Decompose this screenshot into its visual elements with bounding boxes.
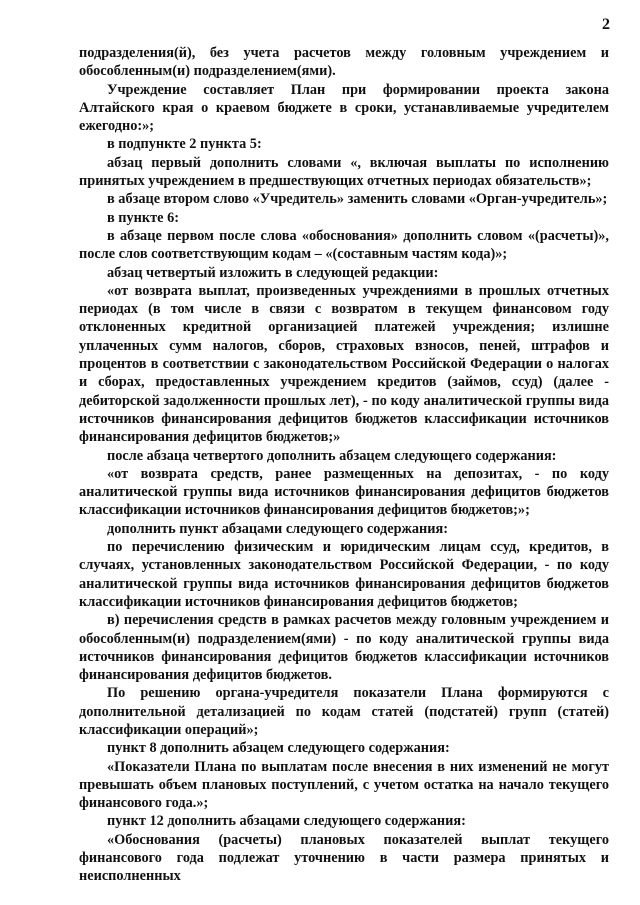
paragraph: после абзаца четвертого дополнить абзацем следующего содержания: [107,447,557,464]
paragraph: в подпункте 2 пункта 5: [107,136,262,153]
paragraph: абзац первый дополнить словами «, включая выплаты по исполнению принятых учреждением в предшествующих отчетных периодах обязательств»; [79,154,609,190]
paragraph: По решению органа-учредителя показатели Плана формируются с дополнительной детализацией по кодам статей (подстатей) групп (статей) классификации операций»; [79,685,609,738]
paragraph: «Показатели Плана по выплатам после внесения в них изменений не могут превышать объем плановых поступлений, с учетом остатка на начало текущего финансового года.»; [79,758,609,812]
paragraph: в абзаце первом после слова «обоснования» дополнить словом «(расчеты)», после слов соответствующим кодам – «(составным частям кода)»; [79,227,609,263]
document-body [79,44,609,886]
paragraph: в пункте 6: [107,209,180,226]
page-number: 2 [602,16,610,33]
paragraph: «от возврата средств, ранее размещенных на депозитах, - по коду аналитической группы вида источников финансирования дефицитов бюджетов классификации источников финансирования дефицитов бюджетов;»; [79,465,609,519]
paragraph: в) перечисления средств в рамках расчетов между головным учреждением и обособленным(и) подразделением(ями) - по коду аналитической группы вида источников финансирования дефицитов бюджетов классификации источников финансирования дефицитов бюджетов. [79,612,609,684]
paragraph: «от возврата выплат, произведенных учреждениями в прошлых отчетных периодах (в том числе в связи с возвратом в текущем финансовом году отклоненных кредитной организацией платежей учреждения; излишне уплаченных сумм налогов, сборов, страховых взносов, пеней, штрафов и процентов в соответствии с законодательством Российской Федерации о налогах и сборах, предоставленных учреждением кредитов (займов, ссуд) (далее - дебиторской задолженности прошлых лет), - по коду аналитической группы вида источников финансирования дефицитов бюджетов классификации источников финансирования дефицитов бюджетов;» [79,282,609,446]
paragraph: «Обоснования (расчеты) плановых показателей выплат текущего финансового года подлежат уточнению в части размера принятых и неисполненных [79,831,609,885]
paragraph: Учреждение составляет План при формировании проекта закона Алтайского края о краевом бюджете в сроки, устанавливаемые учредителем ежегодно:»; [79,81,609,135]
paragraph: по перечислению физическим и юридическим лицам ссуд, кредитов, в случаях, установленных законодательством Российской Федерации, - по коду аналитической группы вида источников финансирования дефицитов бюджетов классификации источников финансирования дефицитов бюджетов; [79,539,609,610]
paragraph: в абзаце втором слово «Учредитель» заменить словами «Орган-учредитель»; [107,191,608,208]
paragraph: подразделения(й), без учета расчетов между головным учреждением и обособленным(и) подразделением(ями). [79,45,609,80]
paragraph: пункт 8 дополнить абзацем следующего содержания: [107,740,450,757]
paragraph: пункт 12 дополнить абзацами следующего содержания: [107,813,466,830]
paragraph: абзац четвертый изложить в следующей редакции: [107,264,439,281]
paragraph: дополнить пункт абзацами следующего содержания: [107,520,449,537]
